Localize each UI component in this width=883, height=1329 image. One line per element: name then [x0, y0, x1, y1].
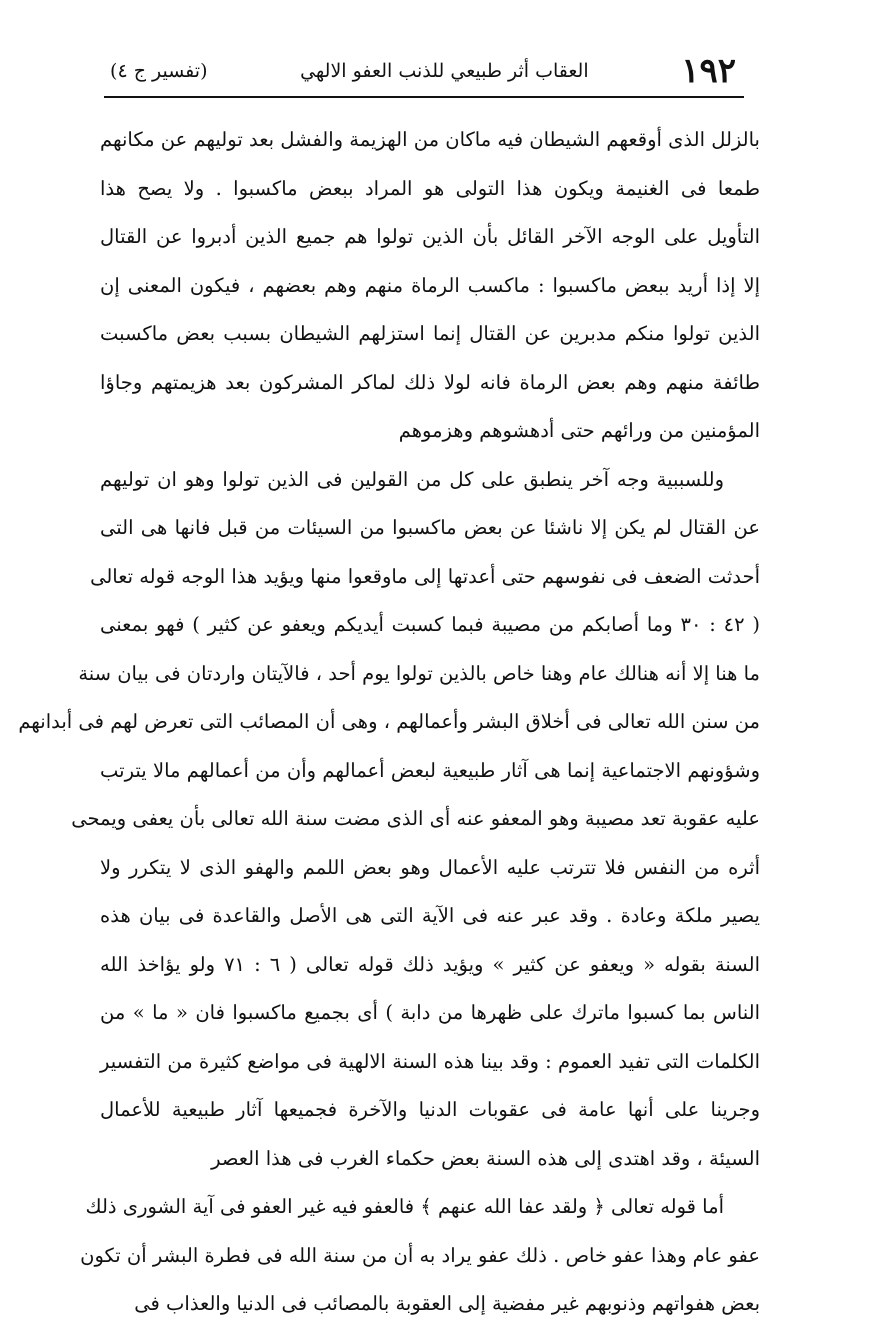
text-line: أما قوله تعالى ﴿ ولقد عفا الله عنهم ﴾ فالعفو فيه غير العفو فى آية الشورى ذلك: [85, 1195, 724, 1218]
page-header: [104, 46, 744, 98]
text-line: عفو عام وهذا عفو خاص . ذلك عفو يراد به أن من سنة الله فى فطرة البشر أن تكون: [80, 1243, 760, 1267]
body-text: [18, 116, 761, 1329]
paragraph: [100, 116, 760, 456]
page-number: ١٩٢: [681, 51, 736, 91]
text-line: طائفة منهم وهم بعض الرماة فانه لولا ذلك لماكر المشركون بعد هزيمتهم وجاؤا: [100, 370, 760, 394]
text-line: السنة بقوله « ويعفو عن كثير » ويؤيد ذلك قوله تعالى ( ٦ : ٧١ ولو يؤاخذ الله: [100, 952, 760, 976]
text-line: إلا إذا أريد ببعض ماكسبوا : ماكسب الرماة منهم وهم بعضهم ، فيكون المعنى إن: [100, 273, 760, 297]
text-line: عليه عقوبة تعد مصيبة وهو المعفو عنه أى الذى مضت سنة الله تعالى بأن يعفى ويمحى: [71, 807, 760, 830]
text-line: المؤمنين من ورائهم حتى أدهشوهم وهزموهم: [398, 419, 760, 442]
text-line: الناس بما كسبوا ماترك على ظهرها من دابة ) أى بجميع ماكسبوا فان « ما » من: [100, 1001, 760, 1024]
text-line: وشؤونهم الاجتماعية إنما هى آثار طبيعية لبعض أعمالهم وأن من أعمالهم مالا يترتب: [100, 758, 760, 782]
running-title: العقاب أثر طبيعي للذنب العفو الالهي: [300, 60, 589, 82]
volume-label: (تفسير ج ٤): [110, 60, 208, 82]
text-line: وللسببية وجه آخر ينطبق على كل من القولين فى الذين تولوا وهو ان توليهم: [100, 467, 724, 491]
text-line: عن القتال لم يكن إلا ناشئا عن بعض ماكسبوا من السيئات من قبل فانها هى التى: [100, 516, 760, 539]
text-line: بالزلل الذى أوقعهم الشيطان فيه ماكان من الهزيمة والفشل بعد توليهم عن مكانهم: [100, 128, 760, 151]
text-line: بعض هفواتهم وذنوبهم غير مفضية إلى العقوبة بالمصائب فى الدنيا والعذاب فى: [134, 1292, 760, 1315]
text-line: ما هنا إلا أنه هنالك عام وهنا خاص بالذين تولوا يوم أحد ، فالآيتان واردتان فى بيان سنة: [78, 661, 760, 685]
text-line: السيئة ، وقد اهتدى إلى هذه السنة بعض حكماء الغرب فى هذا العصر: [211, 1146, 760, 1170]
text-line: ( ٤٢ : ٣٠ وما أصابكم من مصيبة فبما كسبت أيديكم ويعفو عن كثير ) فهو بمعنى: [100, 613, 761, 636]
text-line: من سنن الله تعالى فى أخلاق البشر وأعمالهم ، وهى أن المصائب التى تعرض لهم فى أبدانهم: [18, 710, 760, 733]
paragraph: [18, 456, 761, 1184]
text-line: طمعا فى الغنيمة ويكون هذا التولى هو المراد ببعض ماكسبوا . ولا يصح هذا: [100, 176, 760, 200]
paragraph: [80, 1183, 760, 1329]
text-line: وجرينا على أنها عامة فى عقوبات الدنيا والآخرة فجميعها آثار طبيعية للأعمال: [100, 1098, 760, 1121]
text-line: التأويل على الوجه الآخر القائل بأن الذين تولوا هم جميع الذين أدبروا عن القتال: [100, 225, 760, 248]
text-line: أحدثت الضعف فى نفوسهم حتى أعدتها إلى ماوقعوا منها ويؤيد هذا الوجه قوله تعالى: [90, 564, 760, 588]
text-line: يصير ملكة وعادة . وقد عبر عنه فى الآية التى هى الأصل والقاعدة فى بيان هذه: [100, 904, 760, 927]
text-line: الكلمات التى تفيد العموم : وقد بينا هذه السنة الالهية فى مواضع كثيرة من التفسير: [100, 1049, 760, 1073]
text-line: أثره من النفس فلا تترتب عليه الأعمال وهو بعض اللمم والهفو الذى لا يتكرر ولا: [100, 855, 760, 879]
text-line: الذين تولوا منكم مدبرين عن القتال إنما استزلهم الشيطان بسبب بعض ماكسبت: [100, 322, 760, 345]
